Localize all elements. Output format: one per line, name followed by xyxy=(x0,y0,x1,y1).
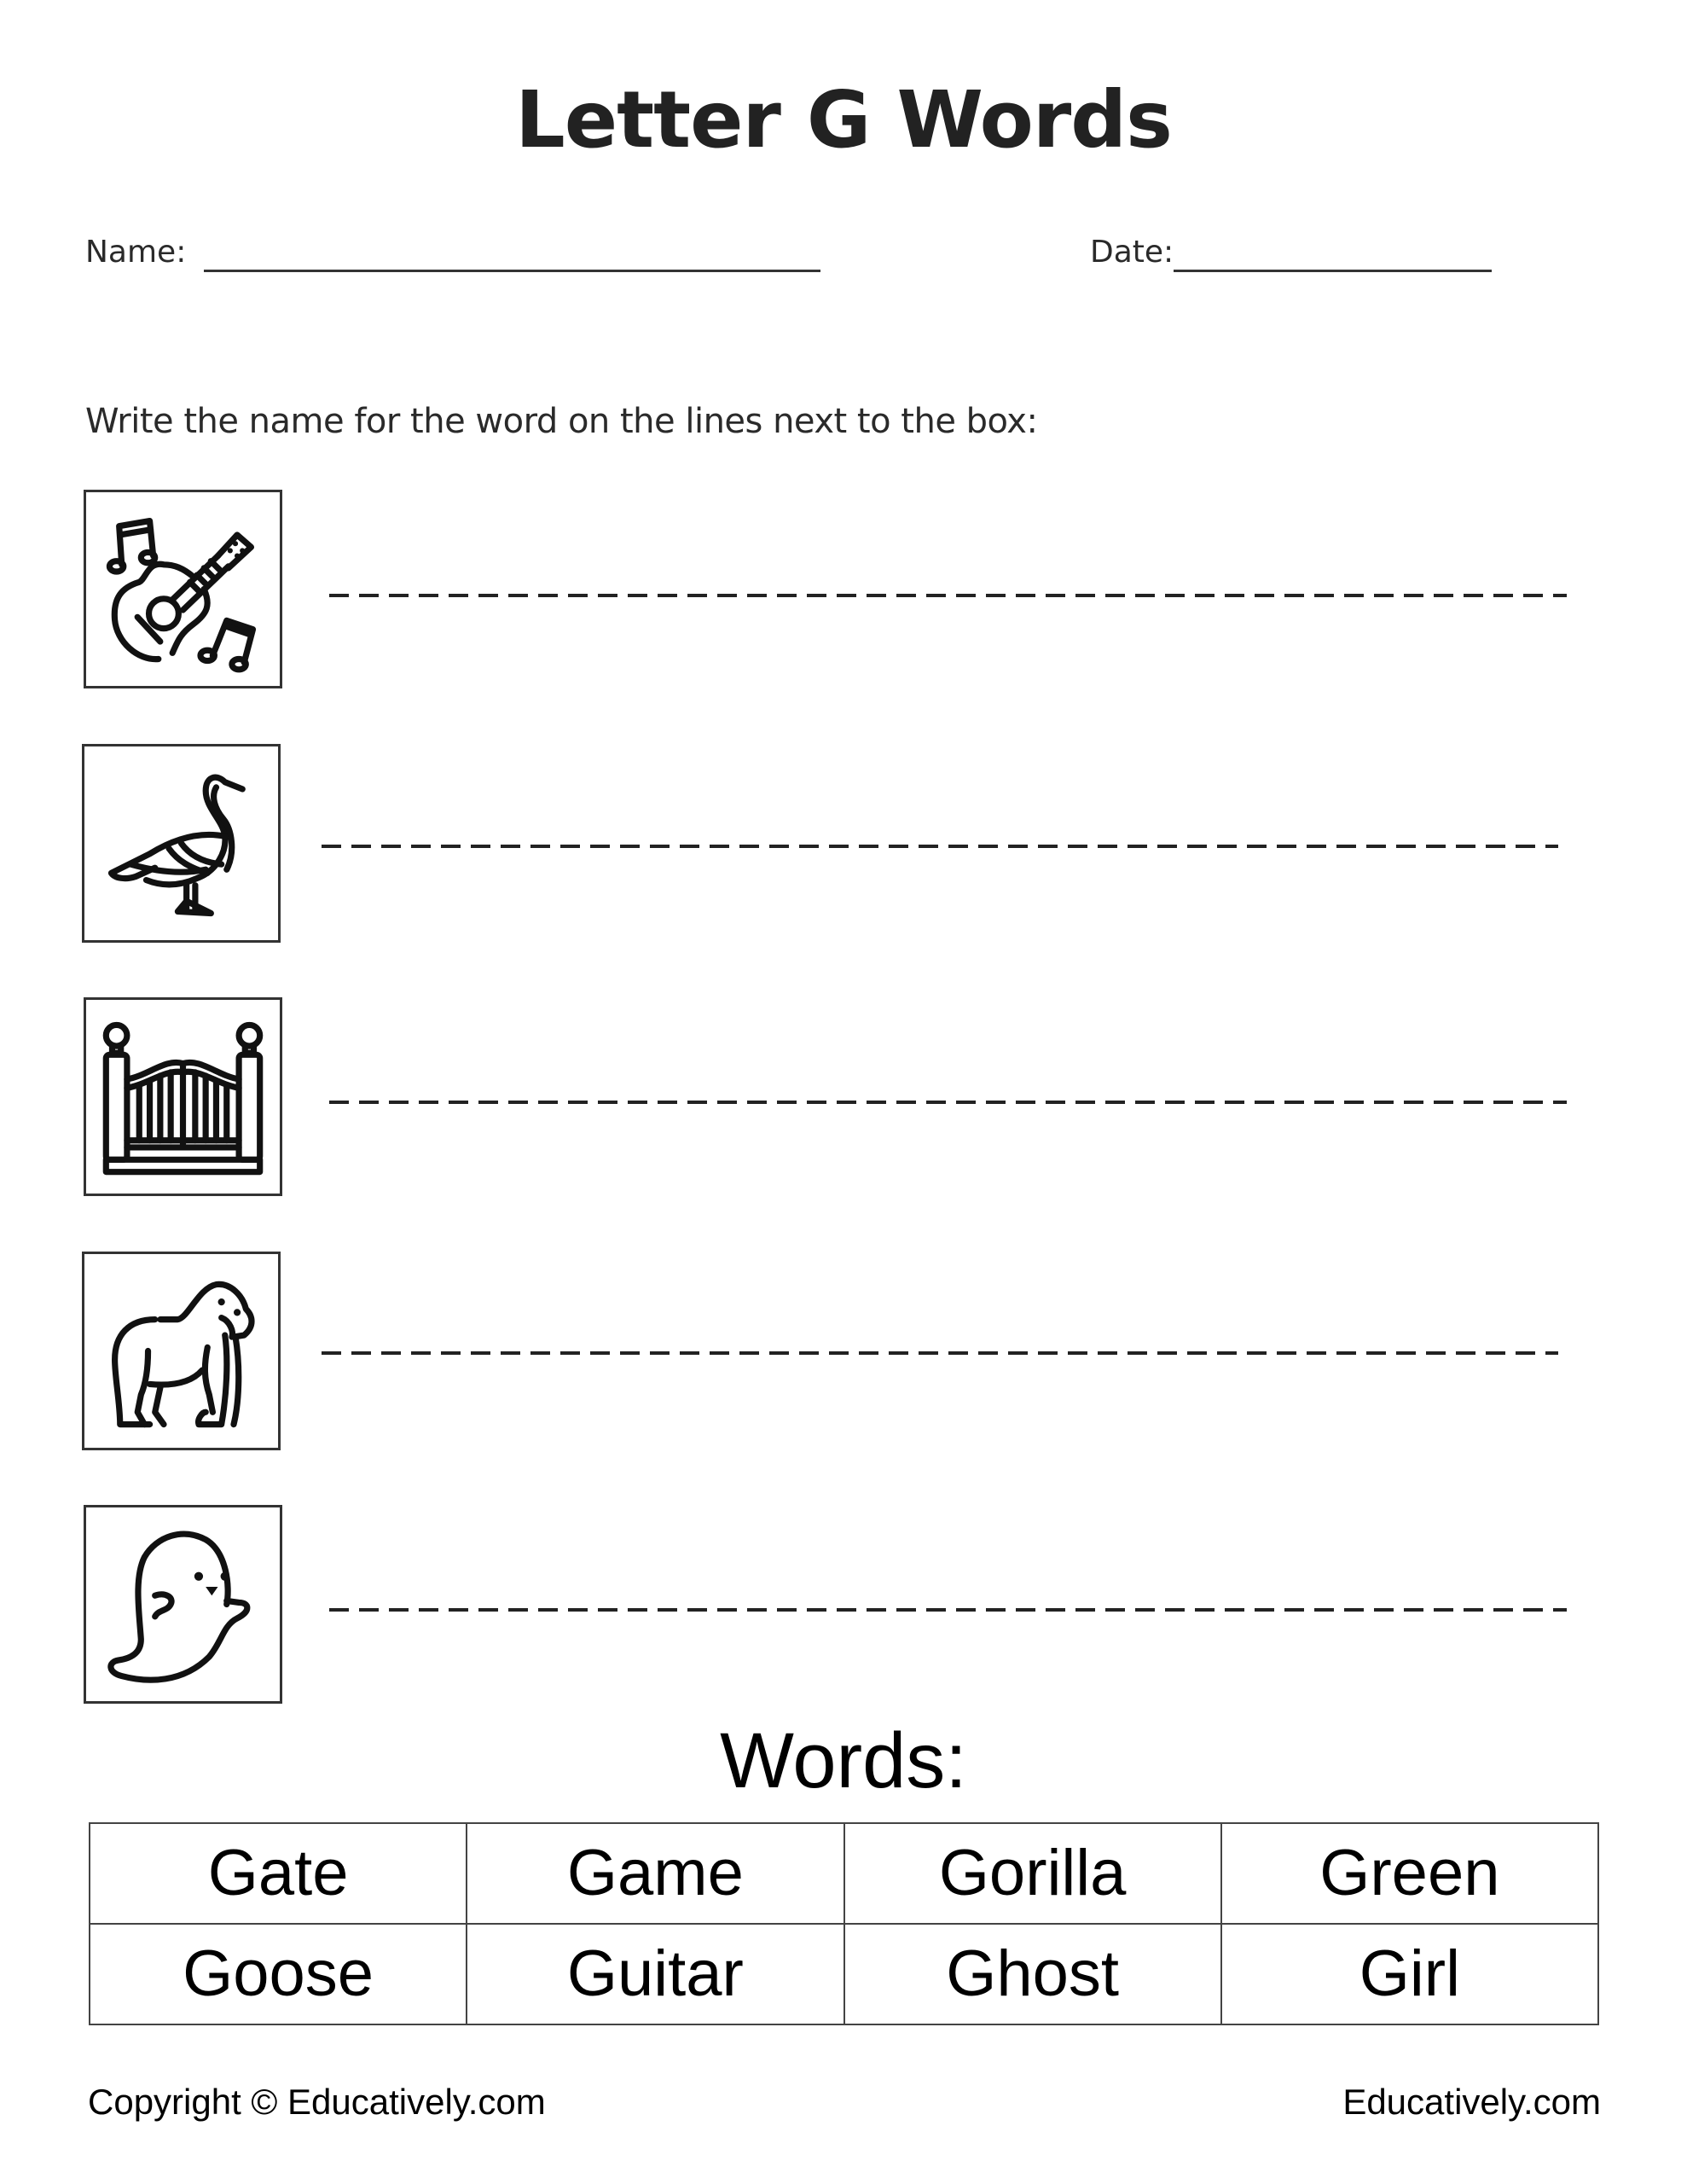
name-label: Name: xyxy=(85,235,187,270)
word-cell: Gorilla xyxy=(844,1823,1221,1924)
page-title: Letter G Words xyxy=(515,74,1172,166)
word-cell: Goose xyxy=(90,1924,467,2024)
answer-line-5[interactable] xyxy=(329,1608,1567,1612)
table-row xyxy=(90,1924,1598,2024)
word-cell: Girl xyxy=(1221,1924,1598,2024)
picture-box-gate xyxy=(84,997,282,1196)
word-cell: Ghost xyxy=(844,1924,1221,2024)
answer-line-3[interactable] xyxy=(329,1101,1567,1104)
guitar-icon xyxy=(96,502,270,677)
word-cell: Guitar xyxy=(467,1924,844,2024)
picture-box-ghost xyxy=(84,1505,282,1704)
picture-box-gorilla xyxy=(82,1252,281,1450)
name-field[interactable] xyxy=(204,270,820,272)
instruction-text: Write the name for the word on the lines next to the box: xyxy=(85,402,1038,441)
answer-line-1[interactable] xyxy=(329,594,1567,597)
picture-box-guitar xyxy=(84,490,282,688)
word-cell: Game xyxy=(467,1823,844,1924)
ghost-icon xyxy=(96,1517,270,1692)
gate-icon xyxy=(96,1009,270,1184)
word-cell: Green xyxy=(1221,1823,1598,1924)
footer-copyright: Copyright © Educatively.com xyxy=(88,2082,546,2122)
picture-box-goose xyxy=(82,744,281,943)
word-cell: Gate xyxy=(90,1823,467,1924)
gorilla-icon xyxy=(94,1263,269,1438)
footer-site: Educatively.com xyxy=(1342,2082,1601,2122)
word-bank-heading: Words: xyxy=(720,1717,967,1804)
table-row xyxy=(90,1823,1598,1924)
date-label: Date: xyxy=(1090,235,1174,270)
goose-icon xyxy=(94,756,269,931)
answer-line-4[interactable] xyxy=(322,1351,1558,1355)
date-field[interactable] xyxy=(1174,270,1492,272)
answer-line-2[interactable] xyxy=(322,845,1558,848)
word-bank-table xyxy=(89,1822,1599,2025)
